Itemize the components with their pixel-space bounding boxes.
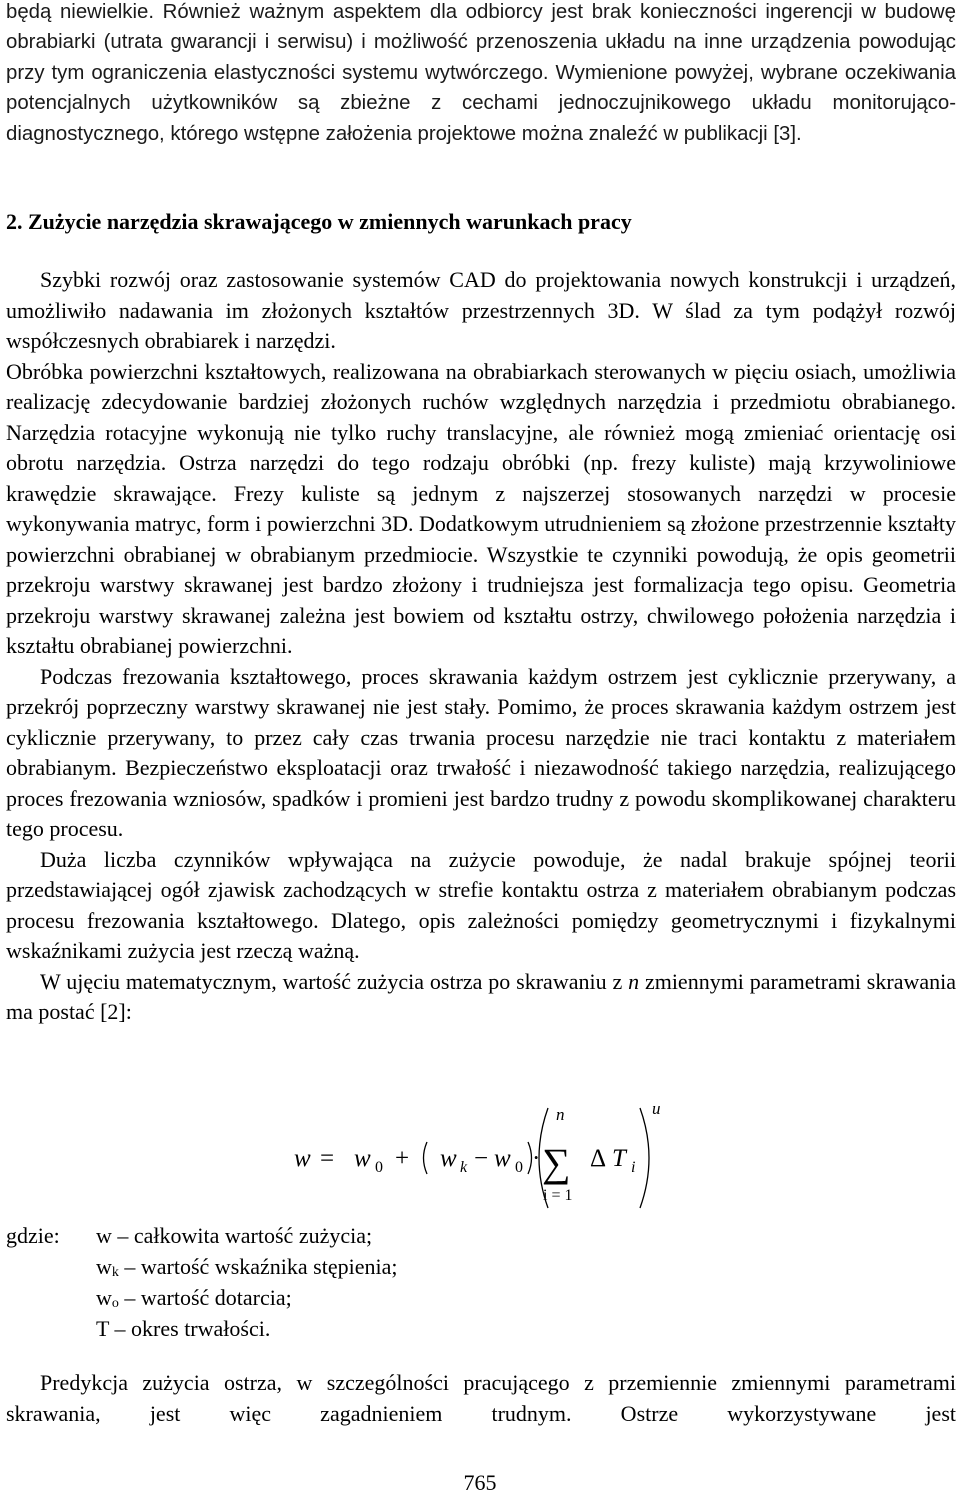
formula-paren-left — [424, 1142, 428, 1174]
formula-big-paren-right — [640, 1108, 649, 1208]
wear-formula-svg — [294, 1100, 694, 1210]
math-intro-after: zmiennymi parametrami skrawania ma postać [2]: — [6, 968, 956, 1024]
paragraph-cad: Szybki rozwój oraz zastosowanie systemów CAD do projektowania nowych konstrukcji i urządzeń, umożliwiło nadawania im złożonych kształtów przestrzennych 3D. W ślad za tym podążył rozwój współczesnych obrabiarek i narzędzi. — [6, 267, 956, 353]
definition-symbol: w — [96, 1285, 112, 1310]
definitions-list — [96, 1220, 397, 1344]
definition-subscript: k — [111, 1265, 119, 1280]
definition-item — [96, 1282, 397, 1313]
formula-wk: w — [440, 1145, 457, 1172]
paragraph-math-intro — [6, 967, 956, 1028]
definition-item — [96, 1251, 397, 1282]
closing-paragraph: Predykcja zużycia ostrza, w szczególności pracującego z przemiennie zmiennymi parametrami skrawania, jest więc zagadnieniem trudnym. Ostrze wykorzystywane jest — [6, 1370, 956, 1426]
formula-equals: = — [320, 1145, 335, 1172]
definition-symbol: T — [96, 1316, 110, 1341]
formula-sub-i: i — [631, 1159, 636, 1176]
formula-lower-limit: i = 1 — [543, 1187, 573, 1204]
formula-w0b: w — [494, 1145, 511, 1172]
definition-text: – wartość wskaźnika stępienia; — [118, 1254, 398, 1279]
paragraph-milling-process: Podczas frezowania kształtowego, proces skrawania każdym ostrzem jest cyklicznie przerywany, a przekrój poprzeczny warstwy skrawanej nie jest stały. Pomimo, że proces skrawania każdym ostrzem jest cyklicznie przerywany, to przez cały czas trwania procesu narzędzie nie traci kontaktu z materiałem obrabianym. Bezpieczeństwo eksploatacji oraz trwałość i niezawodność takiego narzędzia, realizującego proces frezowania wzniosów, spadków i promieni jest bardzo trudny z powodu skomplikowanej charakteru tego procesu. — [6, 663, 956, 841]
formula-sub-k: k — [460, 1159, 468, 1176]
paragraph-surface-machining: Obróbka powierzchni kształtowych, realizowana na obrabiarkach sterowanych w pięciu osiach, umożliwia realizację zdecydowanie bardziej złożonych ruchów względnych narzędzia i przedmiotu obrabianego. Narzędzia rotacyjne wykonują nie tylko ruchy translacyjne, ale również mogą zmieniać orientację osi obrotu narzędzia. Ostrza narzędzi do tego rodzaju obróbki (np. frezy kuliste) mają krzywoliniowe krawędzie skrawające. Frezy kuliste są jednym z najszerzej stosowanych narzędzi w procesie wykonywania matryc, form i powierzchni 3D. Dodatkowym utrudnieniem są złożone przestrzennie kształty powierzchni obrabianej w obrabianym przedmiocie. Wszystkie te czynniki powodują, że opis geometrii przekroju warstwy skrawanej jest bardzo złożony i trudniejsza jest formalizacja tego opisu. Geometria przekroju warstwy skrawanej zależna jest bowiem od kształtu ostrzy, chwilowego położenia narzędzia i kształtu obrabianej powierzchni. — [6, 358, 956, 658]
formula-dot: · — [532, 1145, 541, 1172]
formula-delta: Δ — [590, 1145, 607, 1172]
section-heading: 2. Zużycie narzędzia skrawającego w zmiennych warunkach pracy — [6, 209, 632, 234]
intro-paragraph: będą niewielkie. Również ważnym aspektem dla odbiorcy jest brak konieczności ingerencji w budowę obrabiarki (utrata gwarancji i serwisu) i możliwość przenoszenia układu na inne urządzenia powodując przy tym ograniczenia elastyczności systemu wytwórczego. Wymienione powyżej, wybrane oczekiwania potencjalnych użytkowników są zbieżne z cechami jednoczujnikowego układu monitorująco-diagnostycznego, którego wstępne założenia projektowe można znaleźć w publikacji [3]. — [6, 1, 956, 145]
formula-lhs: w — [294, 1145, 311, 1172]
formula-exponent: u — [652, 1100, 661, 1118]
math-intro-before: W ujęciu matematycznym, wartość zużycia ostrza po skrawaniu z — [40, 968, 629, 994]
definition-symbol: w — [96, 1223, 112, 1248]
formula-sub-0b: 0 — [515, 1159, 523, 1176]
definition-text: – całkowita wartość zużycia; — [111, 1223, 373, 1248]
formula-minus: − — [474, 1145, 489, 1172]
definition-text: – okres trwałości. — [109, 1316, 271, 1341]
section-body — [6, 265, 956, 1028]
definitions-label: gdzie: — [6, 1223, 60, 1248]
math-intro-variable: n — [628, 968, 640, 994]
definition-symbol: w — [96, 1254, 112, 1279]
formula-upper-limit: n — [556, 1105, 565, 1124]
wear-formula — [294, 1100, 694, 1210]
definition-text: – wartość dotarcia; — [118, 1285, 292, 1310]
formula-paren-right — [528, 1142, 532, 1174]
formula-sub-0: 0 — [375, 1159, 383, 1176]
formula-T: T — [612, 1145, 626, 1172]
definition-item — [96, 1220, 397, 1251]
formula-sigma: ∑ — [542, 1140, 571, 1185]
page-number: 765 — [463, 1470, 497, 1495]
formula-w0: w — [354, 1145, 371, 1172]
definition-item — [96, 1313, 397, 1344]
formula-plus: + — [395, 1145, 410, 1172]
paragraph-wear-factors: Duża liczba czynników wpływająca na zużycie powoduje, że nadal brakuje spójnej teorii przedstawiającej ogół zjawisk zachodzących w strefie kontaktu ostrza z materiałem obrabianym podczas procesu frezowania kształtowego. Dlatego, opis zależności pomiędzy geometrycznymi i fizykalnymi wskaźnikami zużycia jest rzeczą ważną. — [6, 846, 956, 963]
definition-subscript: o — [111, 1296, 119, 1311]
